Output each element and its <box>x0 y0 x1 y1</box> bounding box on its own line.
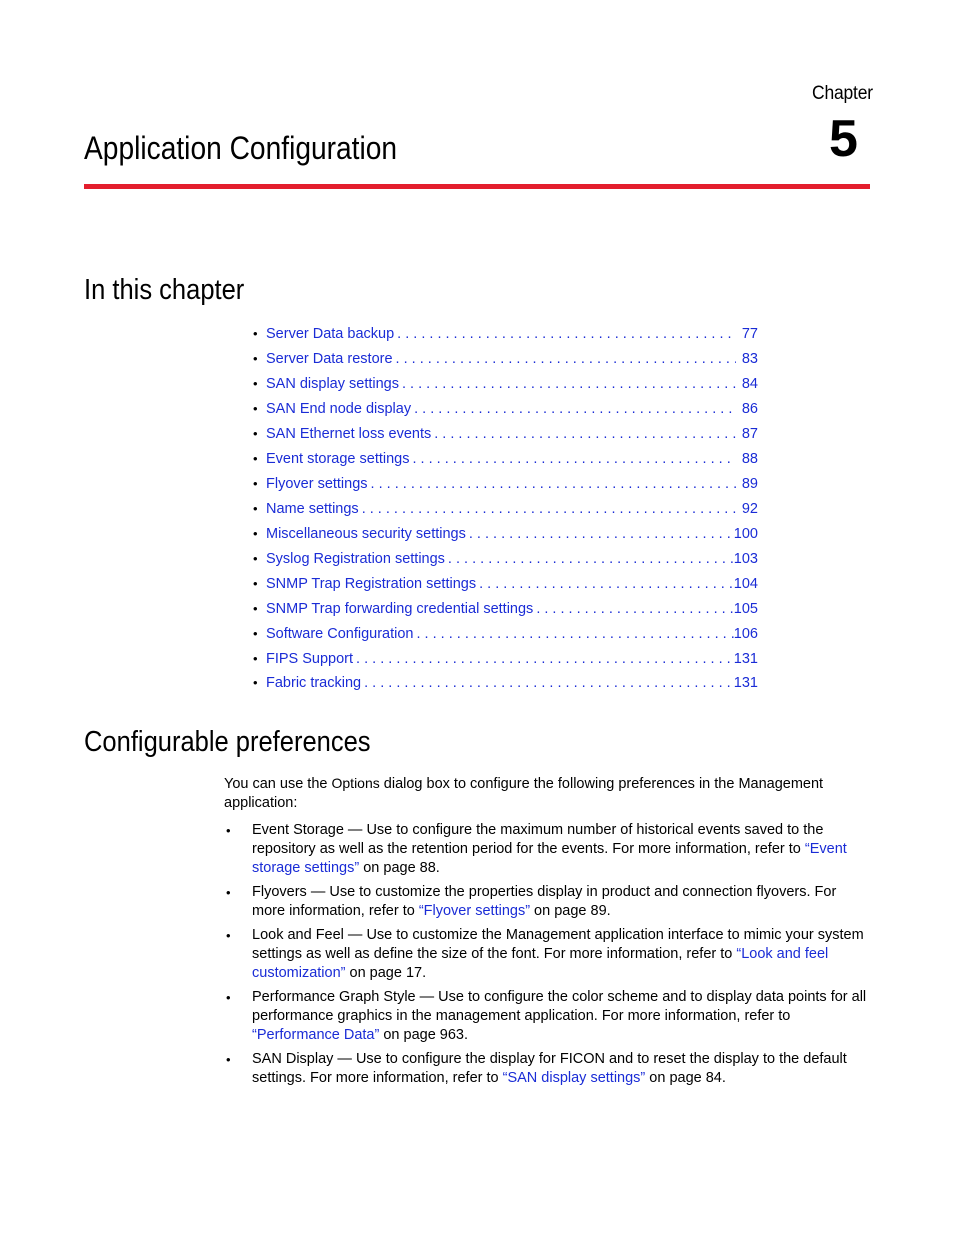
toc-item-page[interactable]: 131 <box>733 650 758 667</box>
toc-item-title[interactable]: SAN display settings <box>266 375 399 392</box>
toc-item[interactable] <box>253 621 773 646</box>
bullet-icon: • <box>253 600 258 616</box>
toc-item-title[interactable]: SNMP Trap forwarding credential settings <box>266 600 534 617</box>
toc-item-title[interactable]: Server Data restore <box>266 350 393 367</box>
toc-item[interactable] <box>253 346 773 371</box>
toc-item-page[interactable]: 106 <box>733 625 758 642</box>
toc-item-title[interactable]: Event storage settings <box>266 450 410 467</box>
bullet-icon: • <box>253 425 258 441</box>
bullet-icon: • <box>253 400 258 416</box>
list-item: • SAN Display — Use to configure the display for FICON and to reset the display to the default settings. For more information, refer to “SAN display settings” on page 84. <box>226 1051 847 1086</box>
toc-item-page[interactable]: 84 <box>741 375 758 392</box>
toc-item[interactable] <box>253 396 773 421</box>
chapter-title: Application Configuration <box>84 130 398 166</box>
toc-item-page[interactable]: 77 <box>741 325 758 342</box>
bullet-icon: • <box>226 928 231 943</box>
list-item: • Event Storage — Use to configure the maximum number of historical events saved to the repository as well as the retention period for the events. For more information, refer to “Event storage settings” on page 88. <box>226 822 847 876</box>
bullet-icon: • <box>253 525 258 541</box>
toc-item-page[interactable]: 89 <box>741 475 758 492</box>
cross-reference-link[interactable]: “Flyover settings” <box>418 903 531 919</box>
toc-item-page[interactable]: 86 <box>741 400 758 417</box>
bullet-icon: • <box>226 990 231 1005</box>
toc-item-page[interactable]: 131 <box>733 675 758 691</box>
toc-item-title[interactable]: Software Configuration <box>266 625 414 642</box>
toc-item[interactable] <box>253 421 773 446</box>
toc-item[interactable] <box>253 546 773 571</box>
bullet-icon: • <box>253 500 258 516</box>
toc-item[interactable] <box>253 596 773 621</box>
toc-item-title[interactable]: Server Data backup <box>266 325 395 342</box>
toc-item-title[interactable]: Syslog Registration settings <box>266 550 445 567</box>
toc-item-title[interactable]: Name settings <box>266 500 359 517</box>
options-dialog-name: Options <box>331 775 380 791</box>
toc-item-title[interactable]: Flyover settings <box>266 475 368 492</box>
bullet-icon: • <box>253 450 258 466</box>
preferences-list <box>224 821 869 1093</box>
bullet-icon: • <box>253 550 258 566</box>
toc-item-page[interactable]: 88 <box>741 450 758 467</box>
bullet-icon: • <box>253 475 258 491</box>
toc-item-page[interactable]: 87 <box>741 425 758 442</box>
toc-item-page[interactable]: 104 <box>733 575 758 592</box>
bullet-icon: • <box>226 823 231 838</box>
toc-item-title[interactable]: SAN Ethernet loss events <box>266 425 432 442</box>
toc-item[interactable] <box>253 646 773 671</box>
list-item: • Flyovers — Use to customize the properties display in product and connection flyovers. For more information, refer to “Flyover settings” on page 89. <box>226 884 837 919</box>
cross-reference-link[interactable]: “Look and feel customization” <box>252 946 829 981</box>
toc-item[interactable] <box>253 446 773 471</box>
toc-item[interactable] <box>253 496 773 521</box>
toc-item[interactable] <box>253 521 773 546</box>
bullet-icon: • <box>253 575 258 591</box>
bullet-icon: • <box>253 375 258 391</box>
toc-item-title[interactable]: Fabric tracking <box>266 675 362 691</box>
bullet-icon: • <box>226 1052 231 1067</box>
toc-item-page[interactable]: 92 <box>741 500 758 517</box>
bullet-icon: • <box>253 350 258 366</box>
toc-item-page[interactable]: 105 <box>733 600 758 617</box>
toc-item-title[interactable]: SNMP Trap Registration settings <box>266 575 477 592</box>
toc-heading: In this chapter <box>84 274 245 306</box>
bullet-icon: • <box>253 625 258 641</box>
toc-item[interactable] <box>253 671 773 695</box>
bullet-icon: • <box>226 885 231 900</box>
toc-item-page[interactable]: 100 <box>733 525 758 542</box>
toc-item[interactable] <box>253 321 773 346</box>
toc-item[interactable] <box>253 471 773 496</box>
list-item: • Look and Feel — Use to customize the Management application interface to mimic your system settings as well as define the size of the font. For more information, refer to “Look and feel customization” on page 17. <box>226 927 864 981</box>
toc-item[interactable] <box>253 571 773 596</box>
chapter-rule <box>84 184 870 189</box>
toc-item[interactable] <box>253 371 773 396</box>
toc-item-title[interactable]: Miscellaneous security settings <box>266 525 466 542</box>
toc-item-title[interactable]: SAN End node display <box>266 400 412 417</box>
cross-reference-link[interactable]: “Performance Data” <box>252 1027 380 1043</box>
bullet-icon: • <box>253 650 258 666</box>
section-intro: You can use the Options dialog box to configure the following preferences in the Management application: <box>224 775 824 811</box>
toc-item-title[interactable]: FIPS Support <box>266 650 354 667</box>
cross-reference-link[interactable]: “Event storage settings” <box>252 841 847 876</box>
toc-item-page[interactable]: 103 <box>733 550 758 567</box>
chapter-number: 5 <box>829 110 858 168</box>
list-item: • Performance Graph Style — Use to configure the color scheme and to display data points for all performance graphics in the management application. For more information, refer to “Performance Data” on page 963. <box>226 989 867 1043</box>
section-heading: Configurable preferences <box>84 726 371 758</box>
bullet-icon: • <box>253 675 258 690</box>
toc-item-page[interactable]: 83 <box>741 350 758 367</box>
cross-reference-link[interactable]: “SAN display settings” <box>502 1070 646 1086</box>
chapter-label: Chapter <box>812 83 873 104</box>
toc-list <box>253 321 773 695</box>
bullet-icon: • <box>253 325 258 341</box>
